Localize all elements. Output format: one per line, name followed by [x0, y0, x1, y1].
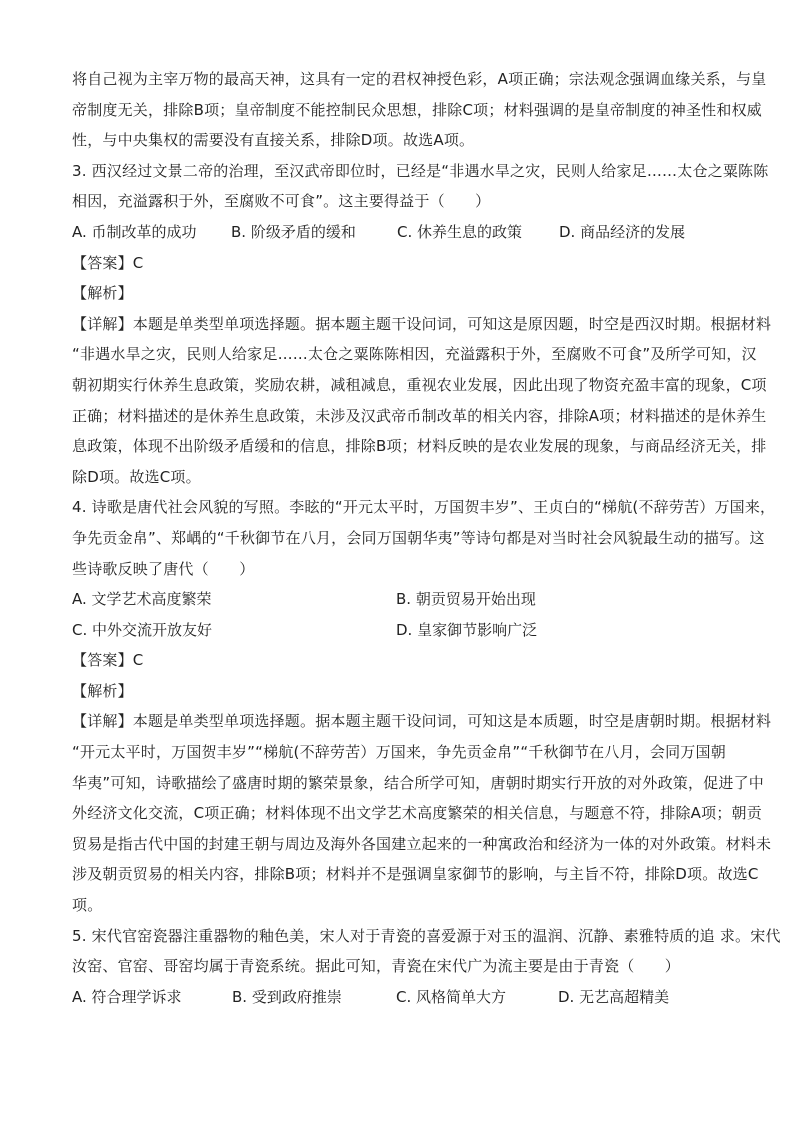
answer-line: 【答案】C: [72, 253, 144, 272]
detail-line: 【详解】本题是单类型单项选择题。据本题主题干设问词，可知这是原因题，时空是西汉时期。根据材料: [72, 314, 772, 333]
analysis-label: 【解析】: [72, 284, 133, 303]
detail-line: “开元太平时，万国贺丰岁”“梯航(不辞劳苦）万国来，争先贡金帛”“千秋御节在八月，会同万国朝: [72, 743, 726, 762]
options-row: [72, 217, 722, 248]
option-c: C. 中外交流开放友好: [72, 620, 213, 639]
detail-line: 外经济文化交流，C项正确；材料体现不出文学艺术高度繁荣的相关信息，与题意不符，排除A项；朝贡: [72, 804, 762, 823]
option-a: A. 币制改革的成功: [72, 222, 197, 241]
option-d: D. 皇家御节影响广泛: [396, 620, 538, 639]
answer-line: 【答案】C: [72, 651, 144, 670]
option-c: C. 休养生息的政策: [397, 222, 523, 241]
question-stem-line: 相因，充溢露积于外，至腐败不可食”。这主要得益于（ ）: [72, 192, 491, 211]
options-row: [72, 615, 722, 646]
option-a: A. 符合理学诉求: [72, 987, 182, 1006]
option-b: B. 受到政府推崇: [232, 987, 342, 1006]
detail-line: 朝初期实行休养生息政策，奖励农耕，减租减息，重视农业发展，因此出现了物资充盈丰富的现象，C项: [72, 375, 767, 394]
option-d: D. 商品经济的发展: [559, 222, 686, 241]
question-stem-line: 5. 宋代官窑瓷器注重器物的釉色美，宋人对于青瓷的喜爱源于对玉的温润、沉静、素雅特质的追 求。宋代: [72, 926, 781, 945]
text-line: 帝制度无关，排除B项；皇帝制度不能控制民众思想，排除C项；材料强调的是皇帝制度的神圣性和权威: [72, 100, 762, 119]
option-b: B. 朝贡贸易开始出现: [396, 590, 536, 609]
question-stem-line: 些诗歌反映了唐代（ ）: [72, 559, 255, 578]
option-d: D. 无艺高超精美: [558, 987, 670, 1006]
detail-line: 华夷”可知，诗歌描绘了盛唐时期的繁荣景象，结合所学可知，唐朝时期实行开放的对外政策，促进了中: [72, 773, 764, 792]
option-c: C. 风格简单大方: [396, 987, 507, 1006]
question-stem-line: 4. 诗歌是唐代社会风貌的写照。李眩的“开元太平时，万国贺丰岁”、王贞白的“梯航(不辞劳苦）万国来，: [72, 498, 776, 517]
options-row: [72, 982, 722, 1013]
analysis-label: 【解析】: [72, 681, 133, 700]
option-a: A. 文学艺术高度繁荣: [72, 590, 212, 609]
question-stem-line: 汝窑、官窑、哥窑均属于青瓷系统。据此可知，青瓷在宋代广为流主要是由于青瓷（ ）: [72, 957, 681, 976]
detail-line: 正确；材料描述的是休养生息政策，未涉及汉武帝币制改革的相关内容，排除A项；材料描述的是休养生: [72, 406, 767, 425]
detail-line: 除D项。故选C项。: [72, 467, 201, 486]
detail-line: 涉及朝贡贸易的相关内容，排除B项；材料并不是强调皇家御节的影响，与主旨不符，排除D项。故选C: [72, 865, 759, 884]
question-stem-line: 争先贡金帛”、郑嵎的“千秋御节在八月，会同万国朝华夷”等诗句都是对当时社会风貌最生动的描写。这: [72, 528, 765, 547]
question-stem-line: 3. 西汉经过文景二帝的治理，至汉武帝即位时，已经是“非遇水旱之灾，民则人给家足……太仓之粟陈陈: [72, 161, 769, 180]
text-line: 将自己视为主宰万物的最高天神，这具有一定的君权神授色彩，A项正确；宗法观念强调血缘关系，与皇: [72, 70, 767, 88]
detail-line: 贸易是指古代中国的封建王朝与周边及海外各国建立起来的一种寓政治和经济为一体的对外政策。材料未: [72, 834, 772, 853]
question-3: [72, 156, 772, 493]
text-line: 性，与中央集权的需要没有直接关系，排除D项。故选A项。: [72, 131, 475, 150]
detail-block: [72, 706, 772, 920]
detail-line: 项。: [72, 896, 103, 915]
document-page: [72, 64, 781, 1012]
options-row: [72, 584, 722, 615]
option-b: B. 阶级矛盾的缓和: [231, 222, 356, 241]
detail-line: “非遇水旱之灾，民则人给家足……太仓之粟陈陈相因，充溢露积于外，至腐败不可食”及所学可知，汉: [72, 345, 757, 364]
question-4: [72, 492, 776, 920]
detail-line: 【详解】本题是单类型单项选择题。据本题主题干设问词，可知这是本质题，时空是唐朝时期。根据材料: [72, 712, 772, 731]
detail-line: 息政策，体现不出阶级矛盾缓和的信息，排除B项；材料反映的是农业发展的现象，与商品经济无关，排: [72, 437, 767, 456]
detail-block: [72, 309, 772, 493]
q2-analysis-tail: [72, 64, 767, 156]
question-5: [72, 921, 781, 1013]
